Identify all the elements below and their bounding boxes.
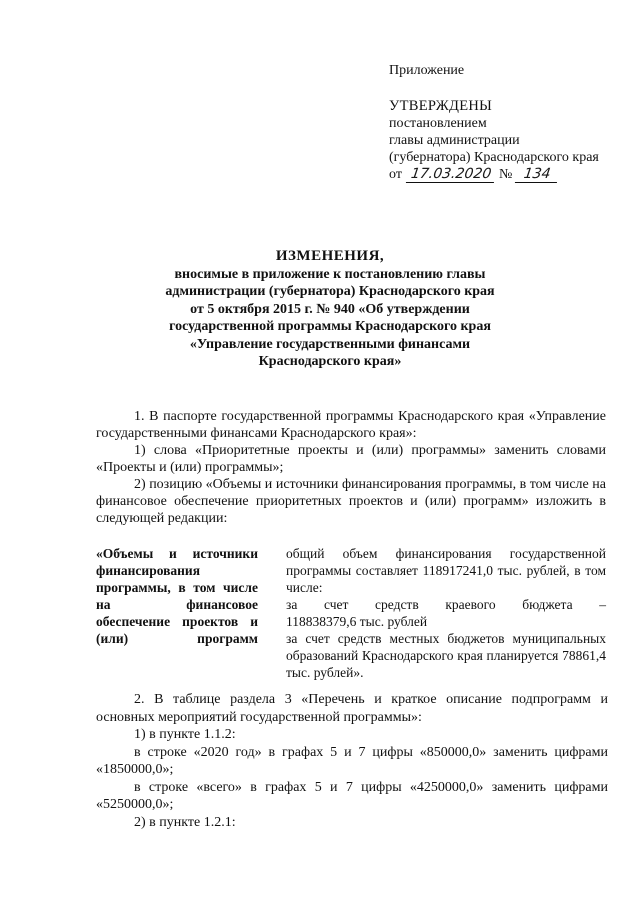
section-2-point-1: 1) в пункте 1.1.2:	[134, 727, 236, 742]
section-2-point-1b: в строке «всего» в графах 5 и 7 цифры «4250000,0» заменить цифрами «5250000,0»;	[96, 779, 608, 812]
approval-line-2: главы администрации	[389, 133, 520, 148]
title-line: государственной программы Краснодарского края	[169, 319, 491, 334]
title-line: вносимые в приложение к постановлению главы	[174, 266, 486, 282]
title-line: администрации (губернатора) Краснодарского края	[165, 284, 495, 299]
approval-block	[389, 62, 629, 183]
section-2	[96, 691, 608, 831]
approved-label: УТВЕРЖДЕНЫ	[389, 98, 493, 114]
financing-regional-amount: 118838379,6 тыс. рублей	[286, 614, 428, 629]
financing-table-value	[286, 545, 606, 681]
approval-date: 17.03.2020	[406, 167, 496, 183]
document-title	[120, 248, 540, 371]
section-2-intro: 2. В таблице раздела 3 «Перечень и краткое описание подпрограмм и основных мероприятий государственной программы»:	[96, 692, 608, 725]
title-line: Краснодарского края»	[258, 354, 402, 369]
number-label: №	[498, 167, 513, 182]
approval-line-3: (губернатора) Краснодарского края	[389, 150, 599, 165]
title-line: от 5 октября 2015 г. № 940 «Об утверждении	[190, 301, 470, 317]
title-heading: ИЗМЕНЕНИЯ,	[275, 248, 385, 264]
appendix-label: Приложение	[389, 63, 465, 78]
section-1	[96, 408, 606, 527]
financing-table	[96, 545, 611, 690]
title-line: «Управление государственными финансами	[189, 336, 471, 352]
approval-number: 134	[515, 167, 559, 183]
section-1-item-1: 1) слова «Приоритетные проекты и (или) программы» заменить словами «Проекты и (или) программы»;	[96, 443, 606, 475]
from-label: от	[389, 167, 402, 182]
financing-regional-label: за счет средств краевого бюджета –	[286, 597, 606, 612]
approval-date-line	[389, 166, 629, 183]
approval-line-1: постановлением	[389, 116, 487, 131]
section-1-intro: 1. В паспорте государственной программы Краснодарского края «Управление государственными финансами Краснодарского края»:	[96, 409, 606, 441]
financing-municipal: за счет средств местных бюджетов муниципальных образований Краснодарского края планируется 78861,4 тыс. рублей».	[286, 631, 606, 680]
section-2-point-1a: в строке «2020 год» в графах 5 и 7 цифры «850000,0» заменить цифрами «1850000,0»;	[96, 744, 608, 777]
financing-table-label: «Объемы и источники финансирования программы, в том числе на финансовое обеспечение проектов и (или) программ	[96, 546, 258, 646]
financing-total: общий объем финансирования государственной программы составляет 118917241,0 тыс. рублей, в том числе:	[286, 546, 606, 595]
section-1-item-2: 2) позицию «Объемы и источники финансирования программы, в том числе на финансовое обеспечение приоритетных проектов и (или) программ» изложить в следующей редакции:	[96, 477, 606, 526]
section-2-point-2: 2) в пункте 1.2.1:	[134, 814, 236, 830]
